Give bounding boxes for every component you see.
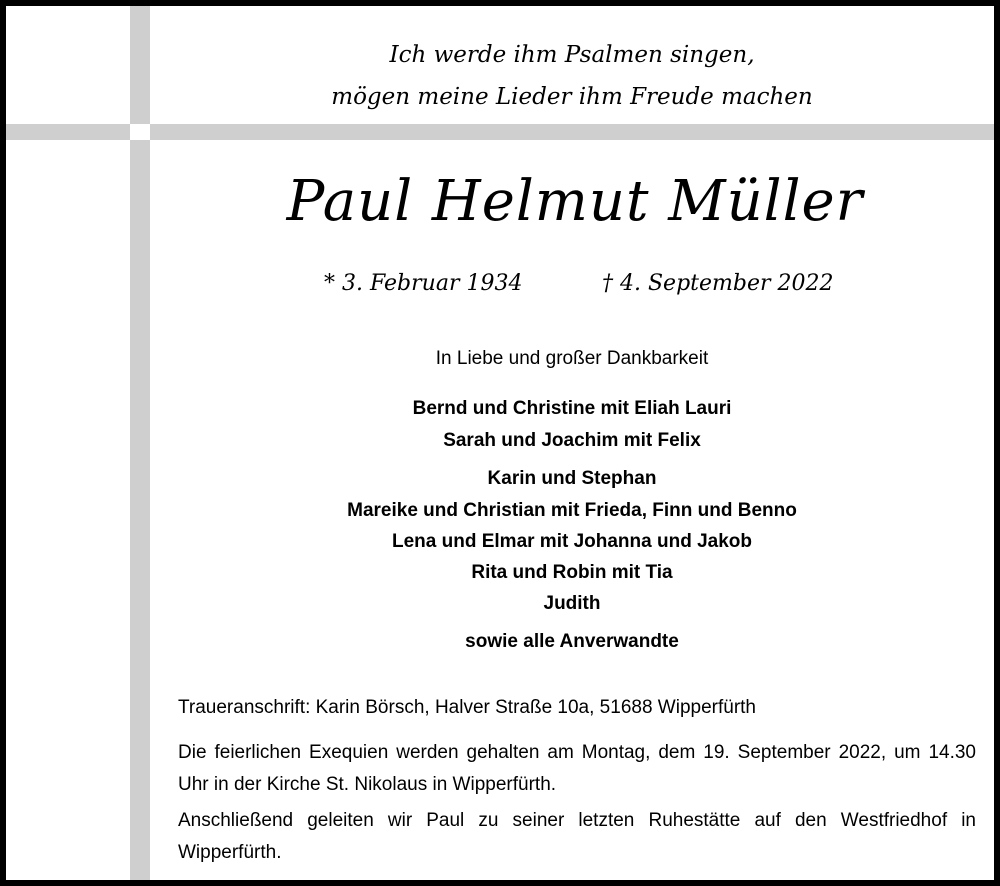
psalm-quote-line-2: mögen meine Lieder ihm Freude machen xyxy=(331,84,813,110)
family-line: Bernd und Christine mit Eliah Lauri xyxy=(412,398,732,419)
relatives-line: sowie alle Anverwandte xyxy=(465,631,679,652)
mourning-address: Traueranschrift: Karin Börsch, Halver Straße 10a, 51688 Wipperfürth xyxy=(178,697,756,718)
deceased-name: Paul Helmut Müller xyxy=(286,169,864,234)
family-line: Karin und Stephan xyxy=(487,468,657,489)
funeral-service-notice: Die feierlichen Exequien werden gehalten am Montag, dem 19. September 2022, um 14.30 Uhr in der Kirche St. Nikolaus in Wipperfürth. xyxy=(178,742,976,795)
dedication-line: In Liebe und großer Dankbarkeit xyxy=(435,348,709,369)
death-date: † 4. September 2022 xyxy=(602,271,834,296)
psalm-quote-line-1: Ich werde ihm Psalmen singen, xyxy=(389,42,755,68)
birth-date: * 3. Februar 1934 xyxy=(324,271,523,296)
cross-horizontal-bar xyxy=(6,124,994,140)
family-line: Judith xyxy=(543,593,601,614)
family-line: Rita und Robin mit Tia xyxy=(471,562,673,583)
cross-center-gap xyxy=(130,124,150,140)
family-line: Sarah und Joachim mit Felix xyxy=(443,430,701,451)
burial-notice: Anschließend geleiten wir Paul zu seiner letzten Ruhestätte auf den Westfriedhof in Wipperfürth. xyxy=(178,810,976,863)
family-line: Lena und Elmar mit Johanna und Jakob xyxy=(392,531,752,552)
family-line: Mareike und Christian mit Frieda, Finn und Benno xyxy=(347,500,797,521)
